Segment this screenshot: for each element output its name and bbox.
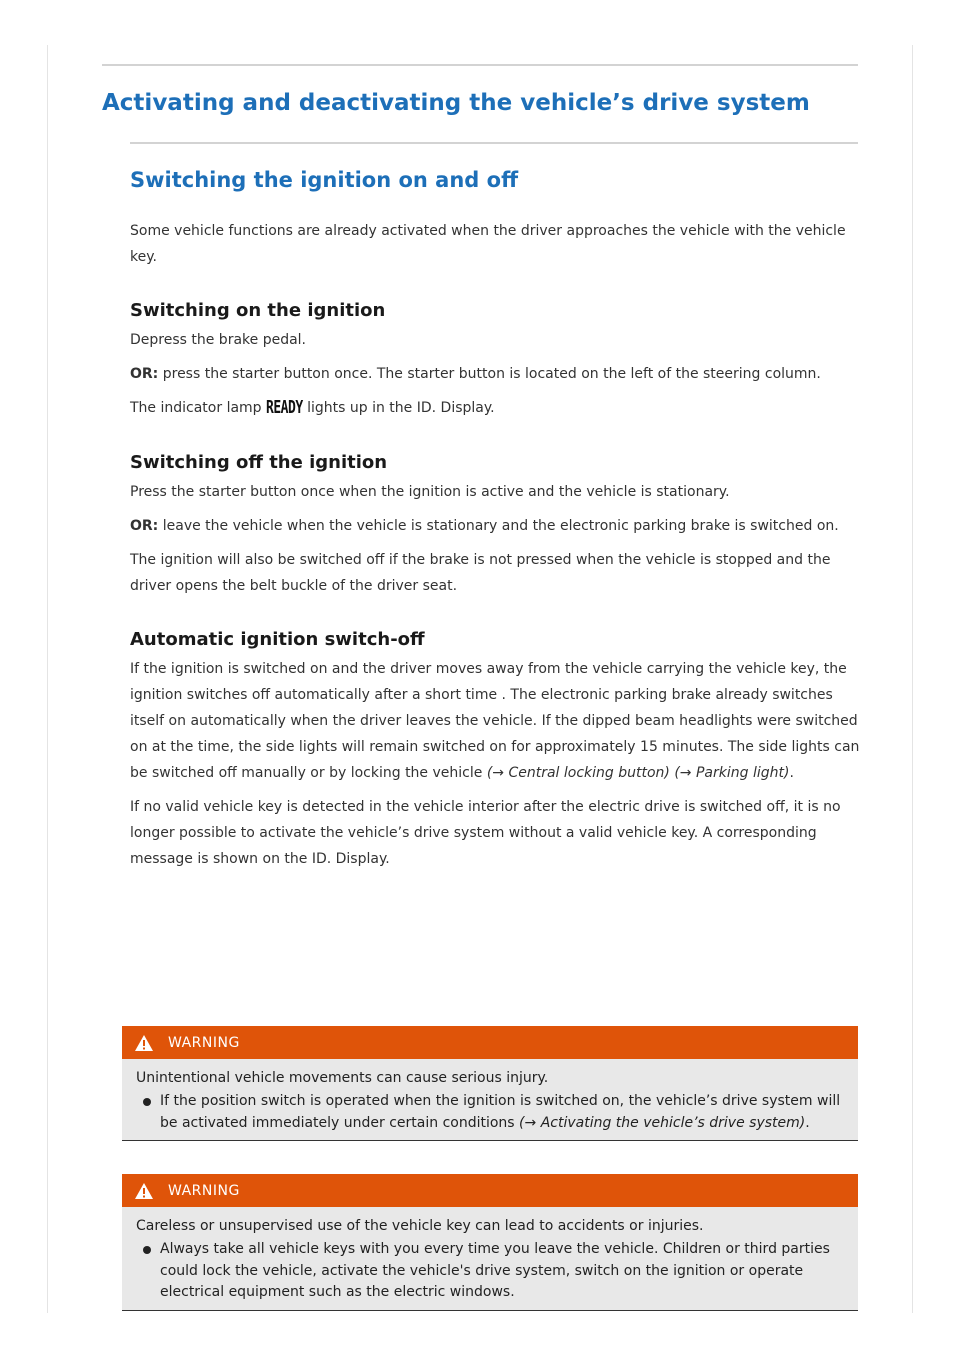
parking-light-link[interactable]: (→ Parking light)	[674, 765, 790, 781]
warning-list	[136, 1239, 844, 1304]
switch-on-step-1: Depress the brake pedal.	[130, 332, 307, 348]
or-label: OR:	[130, 366, 159, 382]
intro-paragraph: Some vehicle functions are already activated when the driver approaches the vehicle with the vehicle key.	[130, 223, 846, 265]
section-title: Switching the ignition on and off	[130, 168, 519, 192]
warning-bullet: If the position switch is operated when the ignition is switched on, the vehicle’s drive system will be activated immediately under certain conditions (→ Activating the vehicle’s drive system).	[160, 1091, 844, 1134]
left-margin-line	[47, 45, 48, 1313]
warning-list	[136, 1091, 844, 1134]
ready-lamp-icon: READY	[266, 398, 303, 419]
warning-body	[122, 1059, 858, 1140]
warning-triangle-icon	[134, 1182, 154, 1200]
warning-lead: Unintentional vehicle movements can cause serious injury.	[136, 1070, 549, 1086]
switch-on-heading: Switching on the ignition	[130, 300, 386, 321]
or-label: OR:	[130, 518, 159, 534]
page-title: Activating and deactivating the vehicle’s drive system	[102, 90, 810, 116]
main-content	[130, 168, 860, 880]
warning-label: WARNING	[168, 1034, 240, 1051]
central-locking-link[interactable]: (→ Central locking button)	[486, 765, 670, 781]
warning-header	[122, 1174, 858, 1207]
warning-body	[122, 1207, 858, 1310]
switch-off-heading: Switching off the ignition	[130, 452, 388, 473]
auto-off-paragraph-1: If the ignition is switched on and the driver moves away from the vehicle carrying the vehicle key, the ignition switches off automatically after a short time . The electronic parking brake already switches itself on automatically when the driver leaves the vehicle. If the dipped beam headlights were switched on at the time, the side lights will remain switched on for approximately 15 minutes. The side lights can be switched off manually or by locking the vehicle (→ Central locking button) (→ Parking light).	[130, 661, 860, 781]
warning-box-1	[122, 1026, 858, 1141]
switch-off-step-2: OR: leave the vehicle when the vehicle is stationary and the electronic parking brake is switched on.	[130, 518, 839, 534]
section-rule	[130, 142, 858, 144]
activating-drive-system-link[interactable]: (→ Activating the vehicle’s drive system)	[519, 1114, 806, 1131]
top-rule	[102, 64, 858, 66]
warning-lead: Careless or unsupervised use of the vehicle key can lead to accidents or injuries.	[136, 1218, 704, 1234]
warning-bullet: Always take all vehicle keys with you every time you leave the vehicle. Children or third parties could lock the vehicle, activate the vehicle's drive system, switch on the ignition or operate electrical equipment such as the electric windows.	[160, 1239, 844, 1304]
warning-triangle-icon	[134, 1034, 154, 1052]
switch-on-step-2: OR: press the starter button once. The starter button is located on the left of the steering column.	[130, 366, 821, 382]
warning-header	[122, 1026, 858, 1059]
auto-off-paragraph-2: If no valid vehicle key is detected in the vehicle interior after the electric drive is switched off, it is no longer possible to activate the vehicle’s drive system without a valid vehicle key. A corresponding message is shown on the ID. Display.	[130, 799, 841, 867]
switch-on-indicator: The indicator lamp READY lights up in the ID. Display.	[130, 395, 860, 422]
switch-off-note: The ignition will also be switched off if the brake is not pressed when the vehicle is stopped and the driver opens the belt buckle of the driver seat.	[130, 552, 831, 594]
warning-label: WARNING	[168, 1182, 240, 1199]
auto-off-heading: Automatic ignition switch-off	[130, 629, 425, 650]
right-margin-line	[912, 45, 913, 1313]
warning-box-2	[122, 1174, 858, 1311]
switch-off-step-1: Press the starter button once when the ignition is active and the vehicle is stationary.	[130, 484, 730, 500]
